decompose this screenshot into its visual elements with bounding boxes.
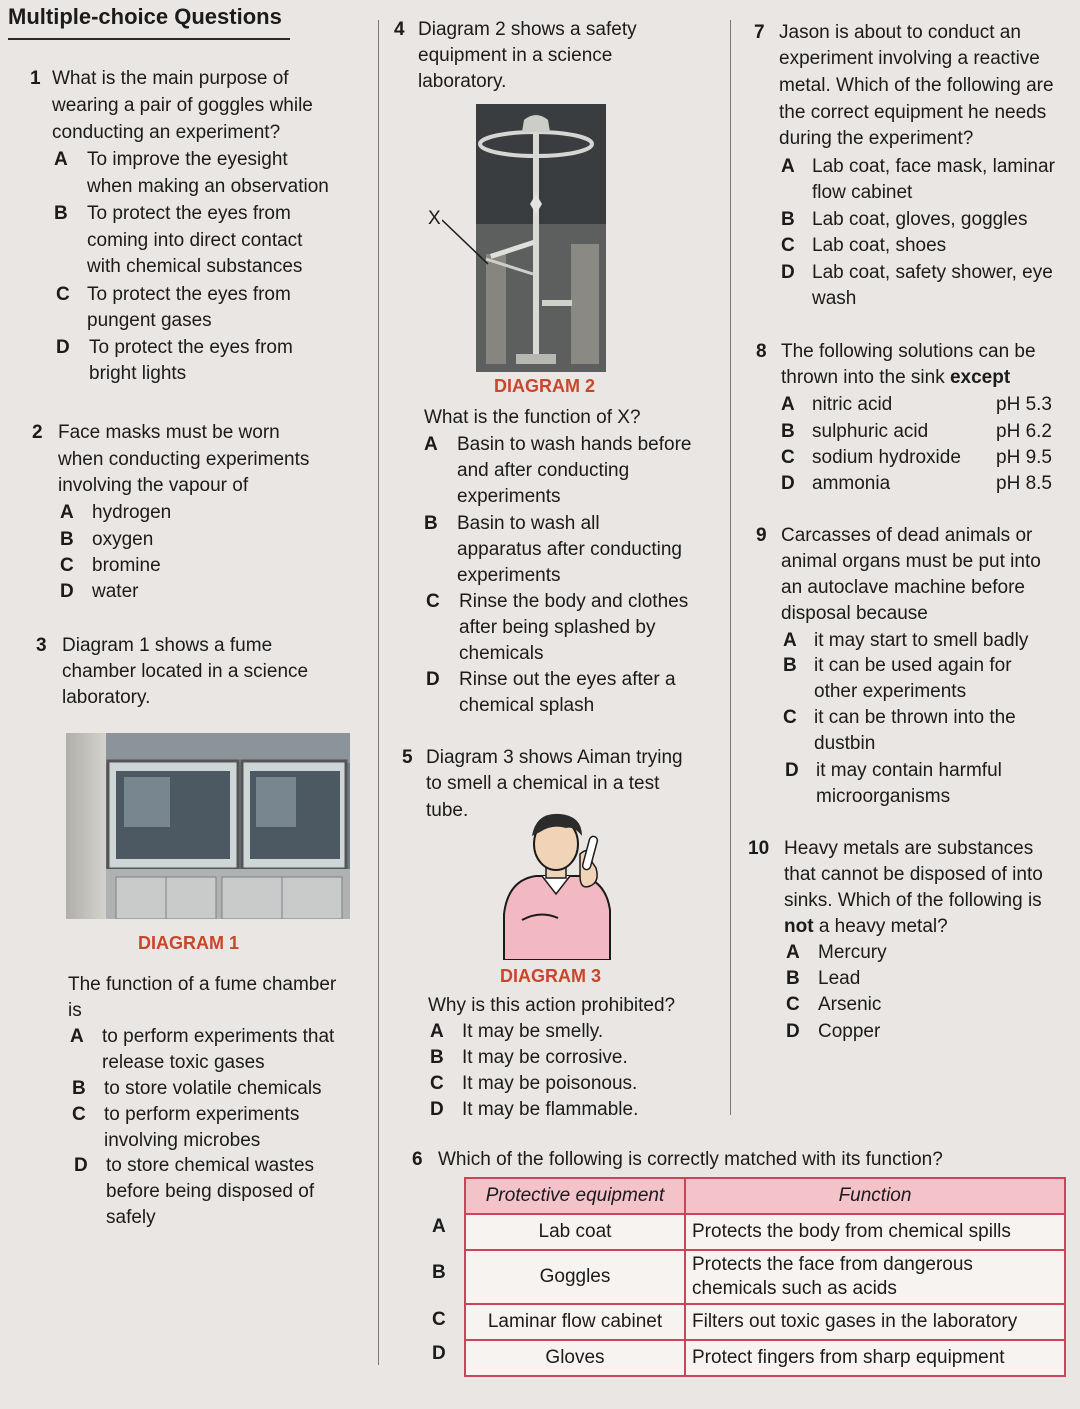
- q1-number: 1: [30, 68, 41, 89]
- q6-table: [464, 1177, 1066, 1377]
- q8-option-d-letter[interactable]: D: [781, 473, 795, 494]
- q8-stem-1: The following solutions can be: [781, 341, 1036, 362]
- q6-row-c-equipment: Laminar flow cabinet: [465, 1304, 685, 1340]
- q10-stem-2: that cannot be disposed of into: [784, 864, 1043, 885]
- q9-stem-4: disposal because: [781, 603, 928, 624]
- q5-question: Why is this action prohibited?: [428, 995, 676, 1016]
- q1-option-d-letter[interactable]: D: [56, 337, 70, 358]
- q5-option-a-letter[interactable]: A: [430, 1021, 444, 1042]
- q9-option-d-line2[interactable]: microorganisms: [816, 786, 951, 807]
- q6-row-b-letter[interactable]: B: [432, 1262, 446, 1283]
- q9-stem-1: Carcasses of dead animals or: [781, 525, 1033, 546]
- q9-option-b-line2[interactable]: other experiments: [814, 681, 967, 702]
- diagram-3-label: DIAGRAM 3: [500, 966, 602, 986]
- q6-row-b-function-line2: chemicals such as acids: [692, 1278, 897, 1299]
- q5-number: 5: [402, 747, 413, 768]
- q9-number: 9: [756, 525, 767, 546]
- q3-stem-3: laboratory.: [62, 687, 151, 708]
- q10-stem-4-rest: a heavy metal?: [813, 916, 948, 937]
- q8-option-c-text[interactable]: sodium hydroxide: [812, 447, 961, 468]
- q7-stem-1: Jason is about to conduct an: [779, 22, 1021, 43]
- q10-option-d-letter[interactable]: D: [786, 1021, 800, 1042]
- q1-stem-3: conducting an experiment?: [52, 122, 281, 143]
- q6-number: 6: [412, 1149, 423, 1170]
- q3-question-1: The function of a fume chamber: [68, 974, 337, 995]
- q10-stem-1: Heavy metals are substances: [784, 838, 1034, 859]
- q5-stem-1: Diagram 3 shows Aiman trying: [426, 747, 683, 768]
- q1-option-a-line2[interactable]: when making an observation: [87, 176, 329, 197]
- q3-option-d-line1[interactable]: to store chemical wastes: [106, 1155, 315, 1176]
- q4-option-b-line2[interactable]: apparatus after conducting: [457, 539, 682, 560]
- q10-option-c-text[interactable]: Arsenic: [818, 994, 882, 1015]
- q4-option-a-line1[interactable]: Basin to wash hands before: [457, 434, 692, 455]
- q10-stem-not: not: [784, 916, 814, 937]
- q4-option-d-letter[interactable]: D: [426, 669, 440, 690]
- diagram-2-pointer-line: [442, 216, 492, 268]
- q8-option-c-ph: pH 9.5: [996, 447, 1052, 468]
- q7-option-b-letter[interactable]: B: [781, 209, 795, 230]
- q2-stem-3: involving the vapour of: [58, 475, 249, 496]
- q1-option-d-line2[interactable]: bright lights: [89, 363, 187, 384]
- q6-row-a-function: Protects the body from chemical spills: [685, 1214, 1065, 1250]
- q3-option-c-letter[interactable]: C: [72, 1104, 86, 1125]
- q4-option-c-line3[interactable]: chemicals: [459, 643, 544, 664]
- q6-row-d-letter[interactable]: D: [432, 1343, 446, 1364]
- q6-row-a[interactable]: [465, 1214, 1065, 1250]
- q4-stem-3: laboratory.: [418, 71, 507, 92]
- q3-option-b-line1[interactable]: to store volatile chemicals: [104, 1078, 322, 1099]
- q6-row-b-function-line1: Protects the face from dangerous: [692, 1254, 973, 1275]
- q9-option-c-letter[interactable]: C: [783, 707, 797, 728]
- q6-row-b[interactable]: [465, 1250, 1065, 1304]
- q8-stem-2-except: except: [949, 367, 1011, 388]
- q1-option-a-line1[interactable]: To improve the eyesight: [87, 149, 288, 170]
- q8-option-b-letter[interactable]: B: [781, 421, 795, 442]
- q9-option-d-line1[interactable]: it may contain harmful: [816, 760, 1002, 781]
- q2-option-a-letter[interactable]: A: [60, 502, 74, 523]
- q10-option-b-letter[interactable]: B: [786, 968, 800, 989]
- q3-option-a-letter[interactable]: A: [70, 1026, 84, 1047]
- q6-table-header: [465, 1178, 1065, 1214]
- q5-option-b-letter[interactable]: B: [430, 1047, 444, 1068]
- q9-option-a-letter[interactable]: A: [783, 630, 797, 651]
- q6-row-c-function: Filters out toxic gases in the laboratory: [685, 1304, 1065, 1340]
- fume-chamber-photo: [66, 733, 350, 919]
- q10-option-a-letter[interactable]: A: [786, 942, 800, 963]
- column-divider-right: [730, 20, 731, 1115]
- q1-option-d-line1[interactable]: To protect the eyes from: [89, 337, 293, 358]
- q4-option-b-line3[interactable]: experiments: [457, 565, 561, 586]
- q3-option-c-line1[interactable]: to perform experiments: [104, 1104, 300, 1125]
- q3-option-d-line3[interactable]: safely: [106, 1207, 156, 1228]
- q8-option-d-ph: pH 8.5: [996, 473, 1052, 494]
- q3-option-b-letter[interactable]: B: [72, 1078, 86, 1099]
- q4-question: What is the function of X?: [424, 407, 641, 428]
- q7-option-c-line1[interactable]: Lab coat, shoes: [812, 235, 947, 256]
- q1-option-c-line1[interactable]: To protect the eyes from: [87, 284, 291, 305]
- q7-stem-2: experiment involving a reactive: [779, 48, 1040, 69]
- q1-option-b-line1[interactable]: To protect the eyes from: [87, 203, 291, 224]
- q3-question-2: is: [68, 1000, 82, 1021]
- q6-stem: Which of the following is correctly matched with its function?: [438, 1149, 943, 1170]
- q6-row-c[interactable]: [465, 1304, 1065, 1340]
- q1-option-c-line2[interactable]: pungent gases: [87, 310, 212, 331]
- q4-option-a-letter[interactable]: A: [424, 434, 438, 455]
- q7-number: 7: [754, 22, 765, 43]
- q1-option-b-line3[interactable]: with chemical substances: [87, 256, 303, 277]
- q8-option-a-ph: pH 5.3: [996, 394, 1052, 415]
- q10-stem-3: sinks. Which of the following is: [784, 890, 1042, 911]
- diagram-2-label: DIAGRAM 2: [494, 376, 596, 396]
- q5-option-c-text[interactable]: It may be poisonous.: [462, 1073, 638, 1094]
- q10-option-c-letter[interactable]: C: [786, 994, 800, 1015]
- diagram-2-marker-x: X: [428, 208, 441, 229]
- q9-option-b-letter[interactable]: B: [783, 655, 797, 676]
- q5-option-c-letter[interactable]: C: [430, 1073, 444, 1094]
- q2-option-a-text[interactable]: hydrogen: [92, 502, 172, 523]
- q8-stem-2-text: thrown into the sink: [781, 367, 945, 388]
- q2-option-d-text[interactable]: water: [92, 581, 139, 602]
- q6-header-equipment: Protective equipment: [465, 1178, 685, 1214]
- q4-option-d-line1[interactable]: Rinse out the eyes after a: [459, 669, 676, 690]
- heading-underline: [8, 38, 290, 40]
- q2-option-b-letter[interactable]: B: [60, 529, 74, 550]
- q9-option-a-line1[interactable]: it may start to smell badly: [814, 630, 1029, 651]
- q3-stem-1: Diagram 1 shows a fume: [62, 635, 273, 656]
- q5-stem-3: tube.: [426, 800, 469, 821]
- q8-option-d-text[interactable]: ammonia: [812, 473, 891, 494]
- q6-header-function: Function: [685, 1178, 1065, 1214]
- q9-option-c-line2[interactable]: dustbin: [814, 733, 876, 754]
- q2-stem-2: when conducting experiments: [58, 449, 310, 470]
- q7-option-a-line2[interactable]: flow cabinet: [812, 182, 913, 203]
- q9-option-b-line1[interactable]: it can be used again for: [814, 655, 1012, 676]
- q7-option-d-letter[interactable]: D: [781, 262, 795, 283]
- q6-row-d-function: Protect fingers from sharp equipment: [685, 1340, 1065, 1376]
- q5-option-b-text[interactable]: It may be corrosive.: [462, 1047, 628, 1068]
- q1-option-c-letter[interactable]: C: [56, 284, 70, 305]
- column-divider-left: [378, 20, 379, 1365]
- q1-stem-1: What is the main purpose of: [52, 68, 289, 89]
- q1-stem-2: wearing a pair of goggles while: [52, 95, 313, 116]
- q10-option-a-text[interactable]: Mercury: [818, 942, 887, 963]
- q5-stem-2: to smell a chemical in a test: [426, 773, 660, 794]
- q3-option-d-line2[interactable]: before being disposed of: [106, 1181, 315, 1202]
- q9-option-d-letter[interactable]: D: [785, 760, 799, 781]
- q6-row-b-function: [685, 1250, 1065, 1304]
- q3-option-d-letter[interactable]: D: [74, 1155, 88, 1176]
- q6-row-b-equipment: Goggles: [465, 1250, 685, 1304]
- q2-stem-1: Face masks must be worn: [58, 422, 280, 443]
- q1-option-b-line2[interactable]: coming into direct contact: [87, 230, 303, 251]
- q7-option-d-line1[interactable]: Lab coat, safety shower, eye: [812, 262, 1053, 283]
- q10-option-d-text[interactable]: Copper: [818, 1021, 881, 1042]
- q6-row-d-equipment: Gloves: [465, 1340, 685, 1376]
- q7-stem-5: during the experiment?: [779, 128, 974, 149]
- q4-stem-1: Diagram 2 shows a safety: [418, 19, 637, 40]
- q5-option-d-text[interactable]: It may be flammable.: [462, 1099, 639, 1120]
- q4-option-b-line1[interactable]: Basin to wash all: [457, 513, 600, 534]
- q9-stem-3: an autoclave machine before: [781, 577, 1025, 598]
- q7-stem-3: metal. Which of the following are: [779, 75, 1054, 96]
- diagram-1-label: DIAGRAM 1: [138, 933, 240, 953]
- q2-option-c-letter[interactable]: C: [60, 555, 74, 576]
- q4-option-a-line3[interactable]: experiments: [457, 486, 561, 507]
- q7-option-a-letter[interactable]: A: [781, 156, 795, 177]
- q6-row-d[interactable]: [465, 1340, 1065, 1376]
- q9-option-c-line1[interactable]: it can be thrown into the: [814, 707, 1016, 728]
- q7-stem-4: the correct equipment he needs: [779, 102, 1047, 123]
- q3-option-c-line2[interactable]: involving microbes: [104, 1130, 261, 1151]
- q6-row-a-letter[interactable]: A: [432, 1216, 446, 1237]
- q7-option-c-letter[interactable]: C: [781, 235, 795, 256]
- q4-option-b-letter[interactable]: B: [424, 513, 438, 534]
- q10-number: 10: [748, 838, 770, 859]
- q4-option-a-line2[interactable]: and after conducting: [457, 460, 630, 481]
- page-heading: Multiple-choice Questions: [8, 4, 282, 29]
- q7-option-b-line1[interactable]: Lab coat, gloves, goggles: [812, 209, 1028, 230]
- q8-option-c-letter[interactable]: C: [781, 447, 795, 468]
- q8-stem-2: [781, 365, 1010, 391]
- q3-number: 3: [36, 635, 47, 656]
- safety-shower-photo: [476, 104, 606, 372]
- q5-option-d-letter[interactable]: D: [430, 1099, 444, 1120]
- q3-option-a-line1[interactable]: to perform experiments that: [102, 1026, 335, 1047]
- q4-option-c-line2[interactable]: after being splashed by: [459, 617, 656, 638]
- q8-option-a-letter[interactable]: A: [781, 394, 795, 415]
- q10-stem-4: [784, 914, 948, 940]
- q7-option-a-line1[interactable]: Lab coat, face mask, laminar: [812, 156, 1055, 177]
- q2-option-c-text[interactable]: bromine: [92, 555, 161, 576]
- q1-option-b-letter[interactable]: B: [54, 203, 68, 224]
- q7-option-d-line2[interactable]: wash: [812, 288, 857, 309]
- q2-number: 2: [32, 422, 43, 443]
- aiman-smelling-illustration: [496, 810, 616, 960]
- q4-option-d-line2[interactable]: chemical splash: [459, 695, 595, 716]
- q4-stem-2: equipment in a science: [418, 45, 613, 66]
- q6-row-c-letter[interactable]: C: [432, 1309, 446, 1330]
- q8-number: 8: [756, 341, 767, 362]
- q4-option-c-line1[interactable]: Rinse the body and clothes: [459, 591, 689, 612]
- q9-stem-2: animal organs must be put into: [781, 551, 1041, 572]
- q8-option-b-ph: pH 6.2: [996, 421, 1052, 442]
- q8-option-b-text[interactable]: sulphuric acid: [812, 421, 929, 442]
- q10-option-b-text[interactable]: Lead: [818, 968, 861, 989]
- q4-option-c-letter[interactable]: C: [426, 591, 440, 612]
- q1-option-a-letter[interactable]: A: [54, 149, 68, 170]
- q8-option-a-text[interactable]: nitric acid: [812, 394, 893, 415]
- q2-option-b-text[interactable]: oxygen: [92, 529, 154, 550]
- q6-row-a-equipment: Lab coat: [465, 1214, 685, 1250]
- q4-number: 4: [394, 19, 405, 40]
- q3-option-a-line2[interactable]: release toxic gases: [102, 1052, 265, 1073]
- q2-option-d-letter[interactable]: D: [60, 581, 74, 602]
- q3-stem-2: chamber located in a science: [62, 661, 309, 682]
- q5-option-a-text[interactable]: It may be smelly.: [462, 1021, 604, 1042]
